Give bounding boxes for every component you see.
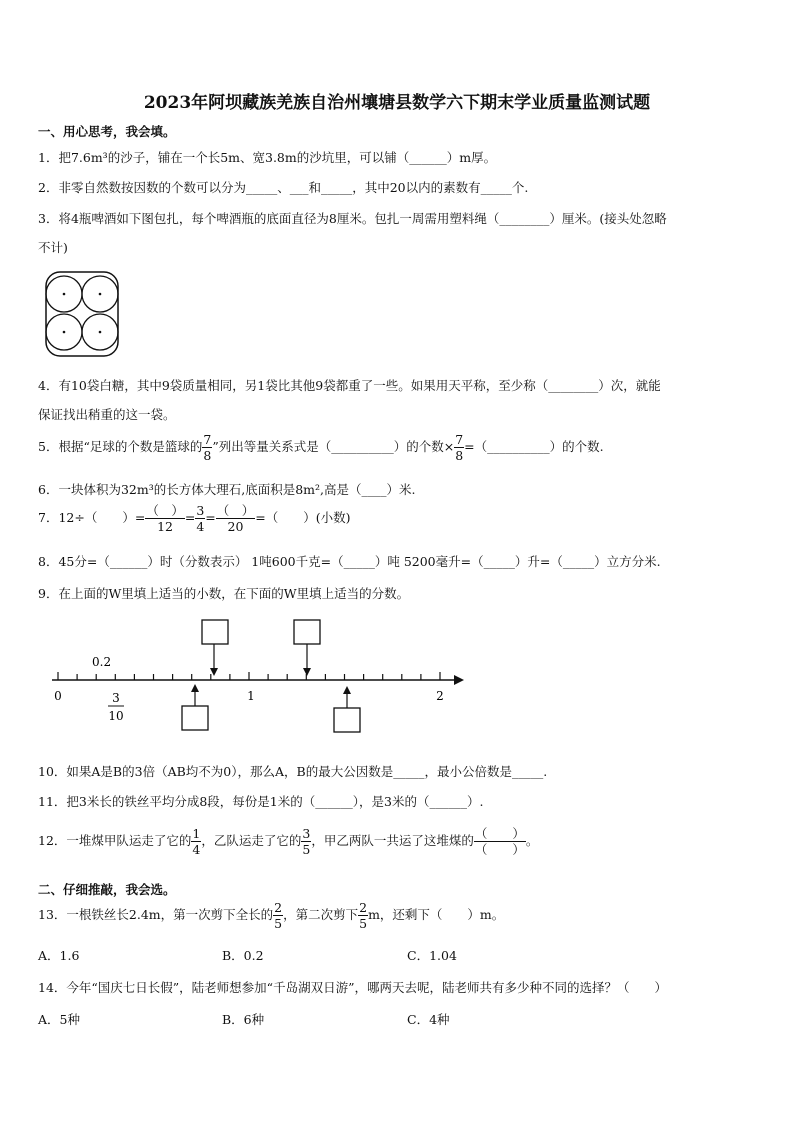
q7-text-b: =（ ）(小数) [255,510,351,525]
frac-num: （ ） [216,503,255,518]
frac-num: （ ） [146,503,184,518]
question-5 [38,432,604,463]
question-3-line1: 3．将4瓶啤酒如下图包扎，每个啤酒瓶的底面直径为8厘米。包扎一周需用塑料绳（________）厘米。(接头处忽略 [38,211,667,226]
q5-text-b: ”列出等量关系式是（__________）的个数× [212,439,455,454]
question-4-line1: 4．有10袋白糖，其中9袋质量相同，另1袋比其他9袋都重了一些。如果用天平称，至少称（________）次，就能 [38,378,661,393]
up-arrow-icon [191,684,199,692]
frac-num: 2 [359,900,368,915]
q5-fraction-2 [454,432,464,463]
q12-text-b: ，乙队运走了它的 [201,833,302,848]
q13-fraction-2 [358,900,368,931]
question-2: 2．非零自然数按因数的个数可以分为_____、___和_____，其中20以内的素数有_____个. [38,180,529,195]
q14-option-b[interactable]: B．6种 [222,1012,265,1027]
question-4-line2: 保证找出稍重的这一袋。 [38,407,176,422]
question-9: 9．在上面的W里填上适当的小数，在下面的W里填上适当的分数。 [38,586,410,601]
frac-den: 5 [274,916,283,931]
number-line-diagram [44,612,474,736]
label-frac-den: 10 [108,709,124,723]
q12-answer-fraction[interactable] [474,826,526,857]
frac-num: 3 [302,826,311,841]
q13-option-b[interactable]: B．0.2 [222,948,264,963]
question-3-line2: 不计) [38,240,68,255]
question-1: 1．把7.6m³的沙子，铺在一个长5m、宽3.8m的沙坑里，可以铺（______）m厚。 [38,150,497,165]
frac-num: 7 [455,432,464,447]
frac-den: 12 [157,519,174,534]
question-12 [38,826,538,857]
q14-option-a[interactable]: A．5种 [38,1012,80,1027]
frac-den: 4 [196,519,205,534]
tick-marks [58,672,440,680]
q12-text-c: ，甲乙两队一共运了这堆煤的 [311,833,474,848]
label-frac-num: 3 [112,691,120,705]
q14-option-c[interactable]: C．4种 [407,1012,450,1027]
section-heading-fill: 一、用心思考，我会填。 [38,124,176,139]
q5-text-c: =（__________）的个数. [464,439,604,454]
label-0-2: 0.2 [92,655,112,669]
q13-option-c[interactable]: C．1.04 [407,948,457,963]
question-6: 6．一块体积为32m³的长方体大理石,底面积是8m²,高是（____）米. [38,482,416,497]
frac-num: 1 [192,826,201,841]
q5-fraction-1 [202,432,212,463]
q7-fraction-1 [145,503,185,534]
frac-den: （ ） [474,842,525,857]
up-arrow-icon [343,686,351,694]
equals-sign: = [205,510,216,525]
frac-num: 7 [203,432,212,447]
frac-den: 8 [455,448,464,463]
q13-text-a: 13．一根铁丝长2.4m，第一次剪下全长的 [38,907,274,922]
equals-sign: = [184,510,196,525]
bottles-bundle-diagram [44,270,120,358]
answer-box-lower-2[interactable] [334,708,360,732]
q13-text-c: m，还剩下（ ）m。 [368,907,505,922]
frac-den: 5 [359,916,368,931]
label-2: 2 [436,689,444,703]
frac-den: 8 [203,448,212,463]
q12-fraction-2 [301,826,311,857]
answer-box-upper-2[interactable] [294,620,320,644]
q12-fraction-1 [191,826,201,857]
section-heading-choose: 二、仔细推敲，我会选。 [38,882,176,897]
frac-den: 20 [227,519,244,534]
q7-text-a: 7．12÷（ ）= [38,510,146,525]
question-10: 10．如果A是B的3倍（AB均不为0），那么A，B的最大公因数是_____，最小公倍数是_____. [38,764,548,779]
q12-text-a: 12．一堆煤甲队运走了它的 [38,833,192,848]
q7-fraction-2 [195,503,205,534]
label-1: 1 [247,689,255,703]
page-title: 2023年阿坝藏族羌族自治州壤塘县数学六下期末学业质量监测试题 [143,93,651,113]
question-14: 14．今年“国庆七日长假”，陆老师想参加“千岛湖双日游”，哪两天去呢，陆老师共有多少种不同的选择？（ ） [38,980,667,995]
answer-box-upper-1[interactable] [202,620,228,644]
question-7 [38,503,351,534]
q13-text-b: ，第二次剪下 [283,907,359,922]
frac-num: 2 [274,900,283,915]
q13-fraction-1 [273,900,283,931]
frac-den: 5 [302,842,311,857]
q12-text-d: 。 [525,833,539,848]
q13-option-a[interactable]: A．1.6 [38,948,80,963]
frac-den: 4 [192,842,201,857]
q5-text-a: 5．根据“足球的个数是篮球的 [38,439,203,454]
down-arrow-icon [303,668,311,676]
axis-arrow-icon [454,675,464,685]
answer-box-lower-1[interactable] [182,706,208,730]
question-11: 11．把3米长的铁丝平均分成8段，每份是1米的（______），是3米的（______）. [38,794,484,809]
q7-fraction-3 [216,503,256,534]
question-8: 8．45分=（______）时（分数表示） 1吨600千克=（_____）吨 5200毫升=（_____）升=（_____）立方分米. [38,554,661,569]
label-0: 0 [54,689,62,703]
frac-num: （ ） [474,826,525,841]
question-13 [38,900,504,931]
frac-num: 3 [196,503,205,518]
